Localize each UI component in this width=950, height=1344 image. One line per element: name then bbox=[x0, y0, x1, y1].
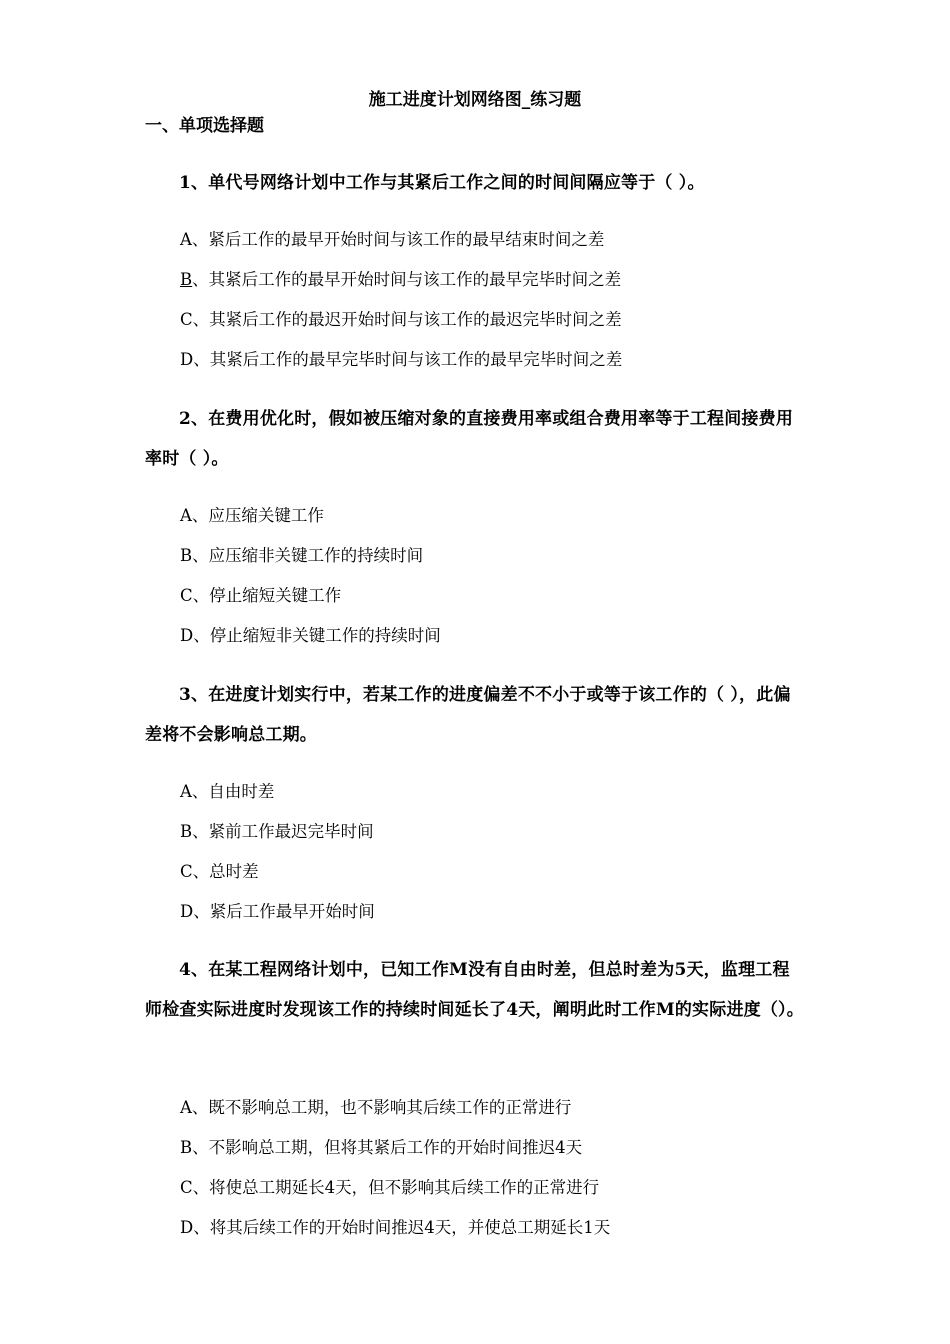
question-2-option-a bbox=[180, 504, 324, 528]
section-heading: 一、单项选择题 bbox=[145, 116, 264, 136]
question-2: 2、在费用优化时，假如被压缩对象的直接费用率或组合费用率等于工程间接费用率时（ ）。 bbox=[145, 409, 794, 469]
option-text: 、其紧后工作的最迟开始时间与该工作的最迟完毕时间之差 bbox=[192, 310, 622, 329]
option-text: 、紧后工作最早开始时间 bbox=[193, 902, 375, 921]
option-text: 、将使总工期延长4天，但不影响其后续工作的正常进行 bbox=[192, 1178, 600, 1197]
option-letter: A bbox=[180, 1098, 192, 1117]
question-2-option-c bbox=[180, 584, 341, 608]
question-2-option-d bbox=[180, 624, 441, 648]
option-text: 、其紧后工作的最早开始时间与该工作的最早完毕时间之差 bbox=[192, 270, 622, 289]
option-letter: A bbox=[180, 506, 192, 525]
option-letter: D bbox=[180, 626, 194, 645]
question-1-option-c bbox=[180, 308, 622, 332]
option-text: 、其紧后工作的最早完毕时间与该工作的最早完毕时间之差 bbox=[193, 350, 623, 369]
question-1-option-a bbox=[180, 228, 604, 252]
option-text: 、紧前工作最迟完毕时间 bbox=[192, 822, 374, 841]
option-letter: C bbox=[180, 310, 193, 329]
question-3-option-d bbox=[180, 900, 375, 924]
option-letter: A bbox=[180, 230, 192, 249]
question-2-option-b bbox=[180, 544, 423, 568]
option-letter: D bbox=[180, 350, 194, 369]
question-3-option-a bbox=[180, 780, 274, 804]
option-letter: B bbox=[180, 546, 193, 565]
option-text: 、应压缩非关键工作的持续时间 bbox=[192, 546, 424, 565]
option-letter: C bbox=[180, 862, 193, 881]
question-4-option-c bbox=[180, 1176, 599, 1200]
option-text: 、停止缩短关键工作 bbox=[192, 586, 342, 605]
option-text: 、停止缩短非关键工作的持续时间 bbox=[193, 626, 441, 645]
question-4: 4、在某工程网络计划中，已知工作M没有自由时差，但总时差为5天，监理工程师检查实际进度时发现该工作的持续时间延长了4天，阐明此时工作M的实际进度（）。 bbox=[145, 960, 804, 1020]
option-letter: D bbox=[180, 1218, 194, 1237]
option-letter: D bbox=[180, 902, 194, 921]
option-letter: B bbox=[180, 822, 193, 841]
question-4-option-d bbox=[180, 1216, 610, 1240]
question-3-option-c bbox=[180, 860, 259, 884]
option-letter: B bbox=[180, 1138, 193, 1157]
option-text: 、应压缩关键工作 bbox=[191, 506, 324, 525]
question-1: 1、单代号网络计划中工作与其紧后工作之间的时间间隔应等于（ ）。 bbox=[179, 173, 705, 193]
question-3: 3、在进度计划实行中，若某工作的进度偏差不不小于或等于该工作的（ ），此偏差将不会影响总工期。 bbox=[145, 685, 791, 745]
option-text: 、紧后工作的最早开始时间与该工作的最早结束时间之差 bbox=[191, 230, 605, 249]
document-title: 施工进度计划网络图_练习题 bbox=[368, 90, 582, 110]
option-text: 、自由时差 bbox=[191, 782, 275, 801]
question-1-option-b bbox=[180, 268, 621, 292]
question-3-option-b bbox=[180, 820, 374, 844]
option-letter: A bbox=[180, 782, 192, 801]
option-letter: B bbox=[180, 270, 193, 289]
question-4-option-a bbox=[180, 1096, 571, 1120]
option-letter: C bbox=[180, 586, 193, 605]
question-4-option-b bbox=[180, 1136, 582, 1160]
option-text: 、将其后续工作的开始时间推迟4天，并使总工期延长1天 bbox=[193, 1218, 611, 1237]
question-1-option-d bbox=[180, 348, 622, 372]
option-text: 、不影响总工期，但将其紧后工作的开始时间推迟4天 bbox=[192, 1138, 583, 1157]
option-text: 、总时差 bbox=[192, 862, 259, 881]
option-text: 、既不影响总工期，也不影响其后续工作的正常进行 bbox=[191, 1098, 572, 1117]
option-letter: C bbox=[180, 1178, 193, 1197]
